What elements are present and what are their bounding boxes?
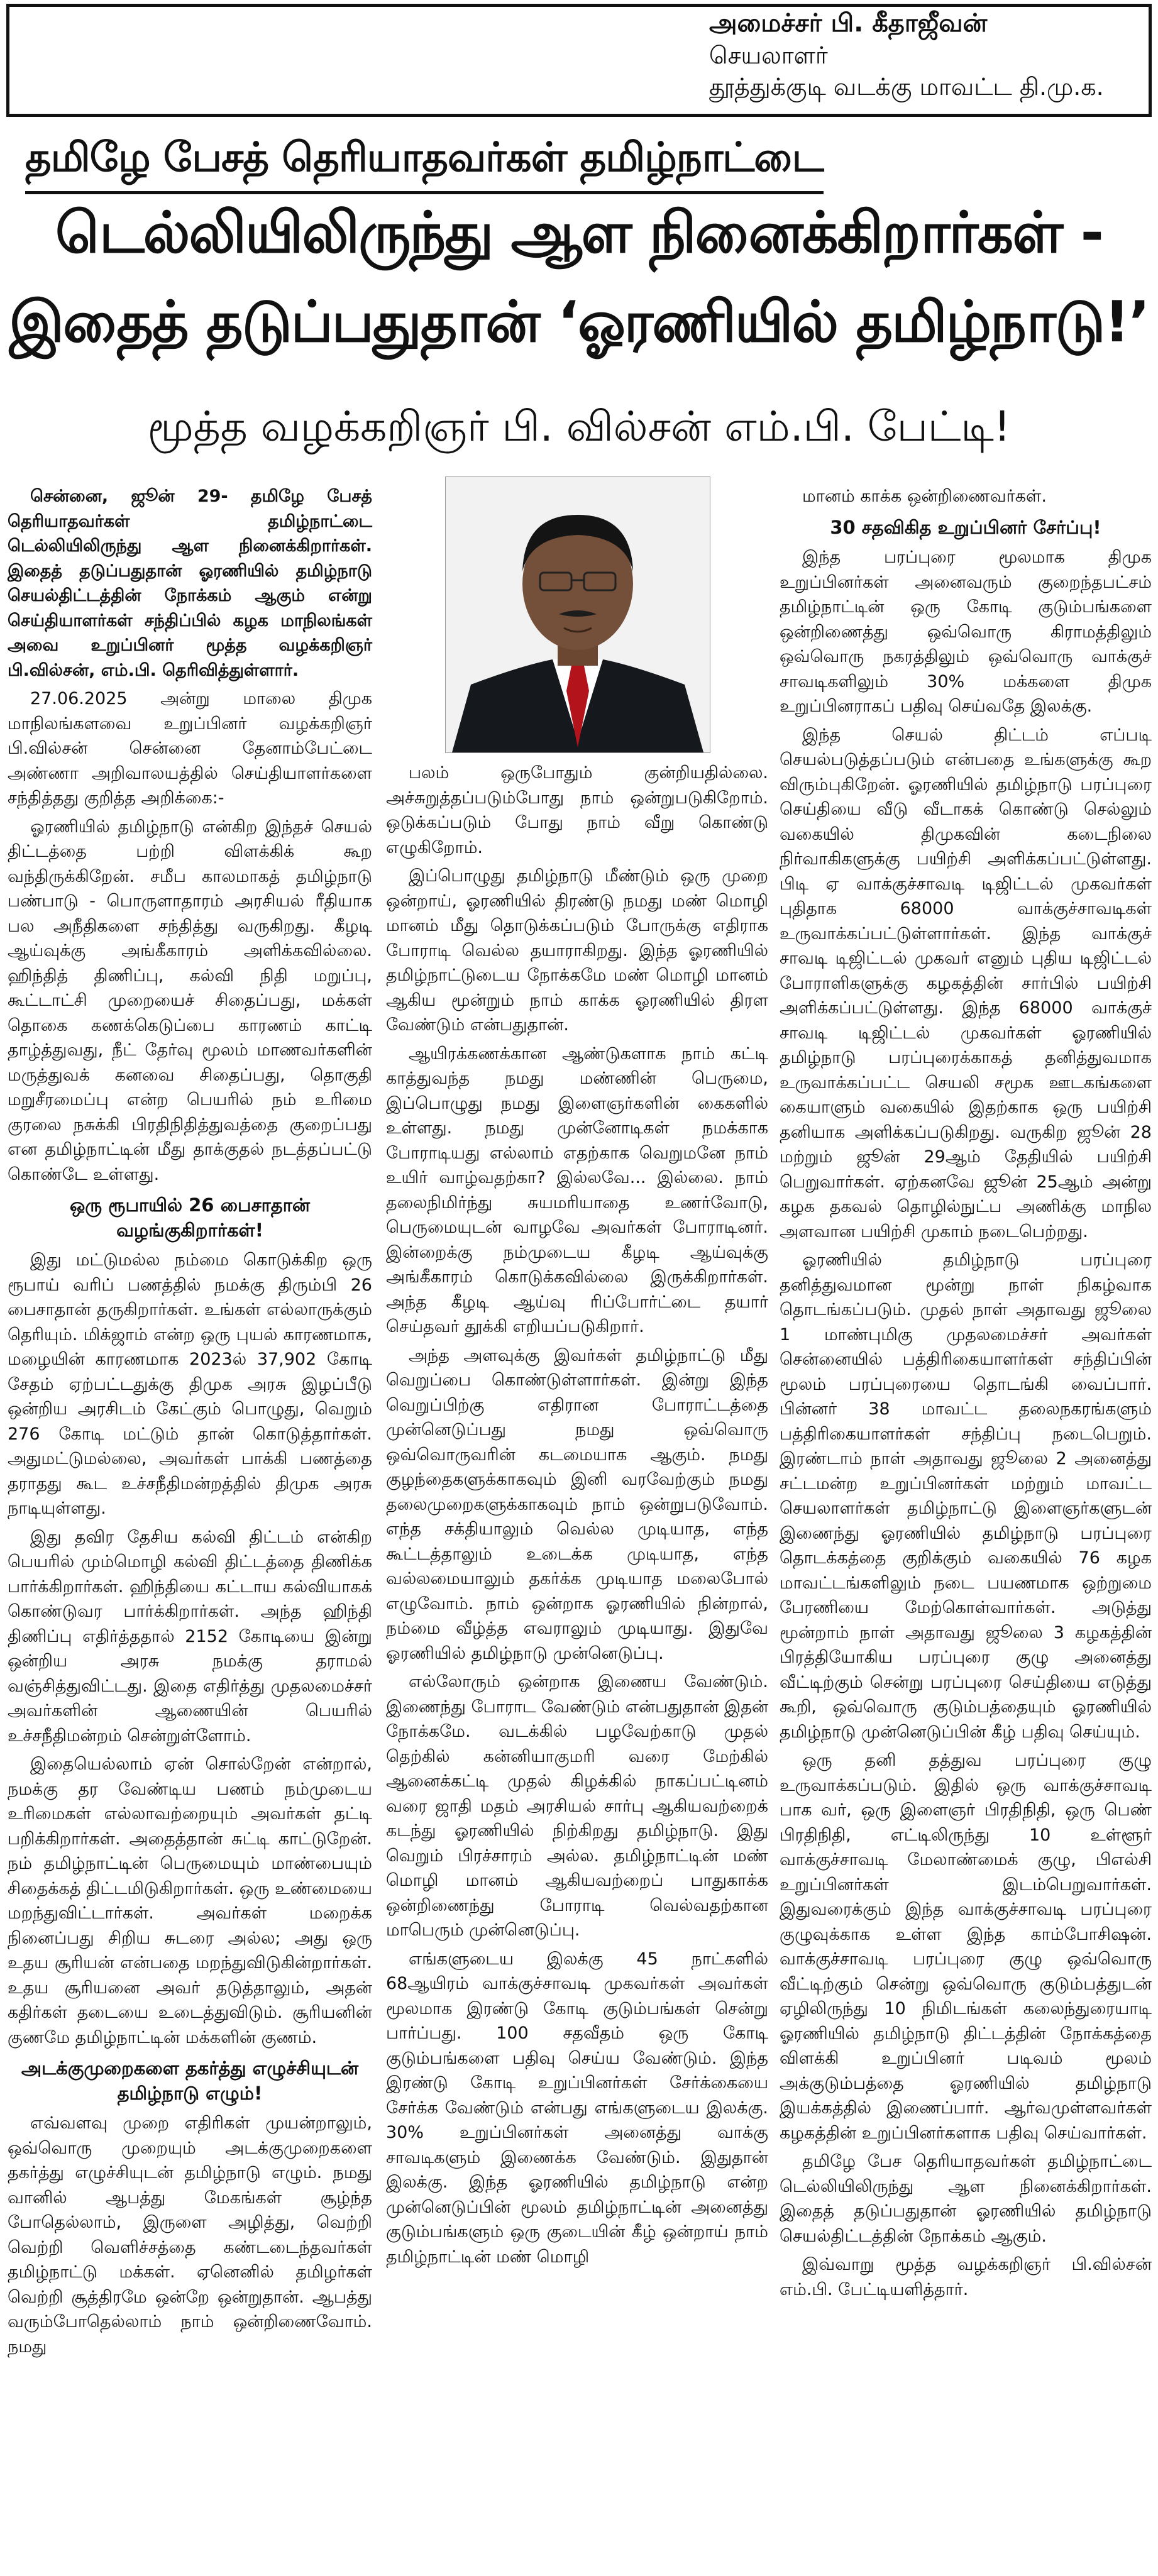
headline-kicker: தமிழே பேசத் தெரியாதவர்கள் தமிழ்நாட்டை	[25, 135, 824, 194]
subheading: அடக்குமுறைகளை தகர்த்து எழுச்சியுடன் தமிழ்நாடு எழும்!	[21, 2057, 359, 2104]
signature-district: தூத்துக்குடி வடக்கு மாவட்ட தி.மு.க.	[709, 73, 1104, 101]
paragraph: பலம் ஒருபோதும் குன்றியதில்லை. அச்சுறுத்தப்படும்போது நாம் ஒன்றுபடுகிறோம். ஒடுக்கப்படும் போது நாம் வீறு கொண்டு எழுகிறோம்.	[386, 763, 768, 857]
paragraph: ஓரணியில் தமிழ்நாடு என்கிற இந்தச் செயல் திட்டத்தை பற்றி விளக்கிக் கூற வந்திருக்கிறேன். சமீப காலமாகத் தமிழ்நாடு பண்பாடு - பொருளாதாரம் அரசியல் ரீதியாக பல அநீதிகளை சந்தித்து வருகிறது. கீழடி ஆய்வுக்கு அங்கீகாரம் அளிக்கவில்லை. ஹிந்தித் திணிப்பு, கல்வி நிதி மறுப்பு, கூட்டாட்சி முறையைச் சிதைப்பது, மக்கள் தொகை கணக்கெடுப்பை காரணம் காட்டி தாழ்த்துவது, நீட் தேர்வு மூலம் மாணவர்களின் மருத்துவக் கனவை சிதைப்பது, தொகுதி மறுசீரமைப்பு என்ற பெயரில் நம் உரிமை குரலை நசுக்கி பிரதிநிதித்துவத்தை குறைப்பது என தமிழ்நாட்டின் மீது தாக்குதல் நடத்தப்பட்டு கொண்டே உள்ளது.	[8, 817, 372, 1184]
paragraph: ஓரணியில் தமிழ்நாடு பரப்புரை தனித்துவமான மூன்று நாள் நிகழ்வாக தொடங்கப்படும். முதல் நாள் அதாவது ஜூலை 1 மாண்புமிகு முதலமைச்சர் அவர்கள் சென்னையில் பத்திரிகையாளர்கள் சந்திப்பின் மூலம் பரப்புரையை தொடங்கி வைப்பார். பின்னர் 38 மாவட்ட தலைநகரங்களும் பத்திரிகையாளர்கள் சந்திப்பு நடைபெறும். இரண்டாம் நாள் அதாவது ஜூலை 2 அனைத்து சட்டமன்ற உறுப்பினர்கள் மற்றும் மாவட்ட செயலாளர்கள் தமிழ்நாட்டு இளைஞர்களுடன் இணைந்து ஓரணியில் தமிழ்நாடு பரப்புரை தொடக்கத்தை குறிக்கும் வகையில் 76 கழக மாவட்டங்களிலும் நடை பயணமாக ஒற்றுமை பேரணியை மேற்கொள்வார்கள். அடுத்து மூன்றாம் நாள் அதாவது ஜூலை 3 கழகத்தின் பிரத்தியோகிய பரப்புரை குழு அனைத்து வீட்டிற்கும் சென்று பரப்புரை செய்தியை எடுத்து கூறி, ஒவ்வொரு குடும்பத்தையும் ஓரணியில் தமிழ்நாடு முன்னெடுப்பின் கீழ் பதிவு செய்யும்.	[780, 1250, 1152, 1742]
paragraph: இந்த பரப்புரை மூலமாக திமுக உறுப்பினர்கள் அனைவரும் குறைந்தபட்சம் தமிழ்நாட்டின் ஒரு கோடி குடும்பங்களை ஒன்றிணைத்து ஒவ்வொரு கிராமத்திலும் ஒவ்வொரு நகரத்திலும் ஒவ்வொரு வாக்குச் சாவடிகளிலும் 30% மக்களை திமுக உறுப்பினராகப் பதிவு செய்வதே இலக்கு.	[780, 548, 1152, 716]
paragraph: இது மட்டுமல்ல நம்மை கொடுக்கிற ஒரு ரூபாய் வரிப் பணத்தில் நமக்கு திரும்பி 26 பைசாதான் தருகிறார்கள். உங்கள் எல்லாருக்கும் தெரியும். மிக்ஜாம் என்ற ஒரு புயல் காரணமாக, மழையின் காரணமாக 2023ல் 37,902 கோடி சேதம் ஏற்பட்டதுக்கு திமுக அரசு இழப்பீடு ஒன்றிய அரசிடம் கேட்கும் பொழுது, வெறும் 276 கோடி மட்டும் தான் கொடுத்தார்கள். அதுமட்டுமல்லை, அவர்கள் பாக்கி பணத்தை தராதது கூட உச்சநீதிமன்றத்தில் திமுக அரசு நாடியுள்ளது.	[8, 1250, 372, 1518]
signature-role: செயலாளர்	[709, 41, 828, 69]
paragraph: இவ்வாறு மூத்த வழக்கறிஞர் பி.வில்சன் எம்.பி. பேட்டியளித்தார்.	[780, 2255, 1152, 2299]
headline-deck: மூத்த வழக்கறிஞர் பி. வில்சன் எம்.பி. பேட்டி!	[147, 402, 1011, 451]
paragraph: மானம் காக்க ஒன்றிணைவர்கள்.	[802, 487, 1047, 506]
paragraph: எல்லோரும் ஒன்றாக இணைய வேண்டும். இணைந்து போராட வேண்டும் என்பதுதான் இதன் நோக்கமே. வடக்கில் பழவேற்காடு முதல் தெற்கில் கன்னியாகுமரி வரை மேற்கில் ஆனைக்கட்டி முதல் கிழக்கில் நாகப்பட்டினம் வரை ஜாதி மதம் அரசியல் சார்பு ஆகியவற்றைக் கடந்து ஓரணியில் நிற்கிறது தமிழ்நாடு. இது வெறும் பிரச்சாரம் அல்ல. தமிழ்நாட்டின் மண் மொழி மானம் ஆகியவற்றைப் பாதுகாக்க ஒன்றிணைந்து போராடி வெல்வதற்கான மாபெரும் முன்னெடுப்பு.	[386, 1672, 769, 1940]
speaker-photo	[445, 476, 710, 753]
paragraph: எவ்வளவு முறை எதிரிகள் முயன்றாலும், ஒவ்வொரு முறையும் அடக்குமுறைகளை தகர்த்து எழுச்சியுடன் தமிழ்நாடு எழும். நமது வானில் ஆபத்து மேகங்கள் சூழ்ந்த போதெல்லாம், இருளை அழித்து, வெற்றி வெற்றி வெளிச்சத்தை கண்டடைந்தவர்கள் தமிழ்நாட்டு மக்கள். ஏனெனில் தமிழர்கள் வெற்றி சூத்திரமே ஒன்றே ஒன்றுதான். ஆபத்து வரும்போதெல்லாம் நாம் ஒன்றிணைவோம். நமது	[8, 2113, 372, 2357]
dateline-paragraph	[8, 484, 372, 683]
lead-text: தமிழே பேசத் தெரியாதவர்கள் தமிழ்நாட்டை டெல்லியிலிருந்து ஆள நினைக்கிறார்கள். இதைத் தடுப்பதுதான் ஓரணியில் தமிழ்நாடு செயல்திட்டத்தின் நோக்கம் ஆகும் என்று செய்தியாளர்கள் சந்திப்பில் கழக மாநிலங்கள் அவை உறுப்பினர் மூத்த வழக்கறிஞர் பி.வில்சன், எம்.பி. தெரிவித்துள்ளார்.	[8, 487, 372, 680]
subheading: ஒரு ரூபாயில் 26 பைசாதான் வழங்குகிறார்கள்!	[70, 1194, 310, 1241]
paragraph: ஒரு தனி தத்துவ பரப்புரை குழு உருவாக்கப்படும். இதில் ஒரு வாக்குச்சாவடி பாக வர், ஒரு இளைஞர் பிரதிநிதி, ஒரு பெண் பிரதிநிதி, எட்டிலிருந்து 10 உள்ளூர் வாக்குச்சாவடி மேலாண்மைக் குழு, பிஎல்சி உறுப்பினர்கள் இடம்பெறுவார்கள். இதுவரைக்கும் இந்த வாக்குச்சாவடி பரப்புரை குழுவுக்காக உள்ள இந்த காம்போசிஷன். வாக்குச்சாவடி பரப்புரை குழு ஒவ்வொரு வீட்டிற்கும் சென்று ஒவ்வொரு குடும்பத்துடன் ஏழிலிருந்து 10 நிமிடங்கள் கலைந்துரையாடி ஓரணியில் தமிழ்நாடு திட்டத்தின் நோக்கத்தை விளக்கி உறுப்பினர் படிவம் மூலம் அக்குடும்பத்தை ஓரணியில் தமிழ்நாடு இயக்கத்தில் இணைப்பார். ஆர்வமுள்ளவர்கள் கழகத்தின் உறுப்பினர்களாக பதிவு செய்வார்கள்.	[780, 1751, 1152, 2143]
dateline: சென்னை, ஜூன் 29-	[30, 487, 228, 506]
signature-name: அமைச்சர் பி. கீதாஜீவன்	[709, 9, 988, 38]
paragraph: இப்பொழுது தமிழ்நாடு மீண்டும் ஒரு முறை ஒன்றாய், ஓரணியில் திரண்டு நமது மண் மொழி மானம் மீது தொடுக்கப்படும் போருக்கு எதிராக போராடி வெல்ல தயாராகிறது. இந்த ஓரணியில் தமிழ்நாட்டுடைய நோக்கமே மண் மொழி மானம் ஆகிய மூன்றும் நாம் காக்க ஓரணியில் திரள வேண்டும் என்பதுதான்.	[386, 866, 768, 1035]
paragraph: அந்த அளவுக்கு இவர்கள் தமிழ்நாட்டு மீது வெறுப்பை கொண்டுள்ளார்கள். இன்று இந்த வெறுப்பிற்கு எதிரான போராட்டத்தை முன்னெடுப்பது நமது ஒவ்வொரு ஒவ்வொருவரின் கடமையாக ஆகும். நமது குழந்தைகளுக்காகவும் இனி வரவேற்கும் நமது தலைமுறைகளுக்காகவும் நாம் ஒன்றுபடுவோம். எந்த சக்தியாலும் வெல்ல முடியாத, எந்த கூட்டத்தாலும் உடைக்க முடியாத, எந்த வல்லமையாலும் தகர்க்க முடியாத மலைபோல் எழுவோம். நாம் ஒன்றாக ஓரணியில் நின்றால், நம்மை வீழ்த்த எவராலும் முடியாது. இதுவே ஓரணியில் தமிழ்நாடு முன்னெடுப்பு.	[386, 1345, 768, 1663]
speaker-portrait-illustration	[446, 477, 710, 752]
paragraph: தமிழே பேச தெரியாதவர்கள் தமிழ்நாட்டை டெல்லியிலிருந்து ஆள நினைக்கிறார்கள். இதைத் தடுப்பதுதான் ஓரணியில் தமிழ்நாடு செயல்திட்டத்தின் நோக்கம் ஆகும்.	[780, 2152, 1152, 2246]
article-column-3	[780, 484, 1152, 2306]
subheading: 30 சதவிகித உறுப்பினர் சேர்ப்பு!	[830, 516, 1101, 538]
paragraph: இந்த செயல் திட்டம் எப்படி செயல்படுத்தப்படும் என்பதை உங்களுக்கு கூற விரும்புகிறேன். ஓரணியில் தமிழ்நாடு பரப்புரை செய்தியை வீடு வீடாகக் கொண்டு செல்லும் வகையில் திமுகவின் கடைநிலை நிர்வாகிகளுக்கு பயிற்சி அளிக்கப்பட்டுள்ளது. பிடி ஏ வாக்குச்சாவடி டிஜிட்டல் முகவர்கள் புதிதாக 68000 வாக்குச்சாவடிகள் உருவாக்கப்பட்டுள்ளார்கள். இந்த வாக்குச் சாவடி டிஜிட்டல் முகவர் எனும் புதிய டிஜிட்டல் போராளிகளுக்கு கழகத்தின் சார்பில் பயிற்சி அளிக்கப்பட்டுள்ளது. இந்த 68000 வாக்குச் சாவடி டிஜிட்டல் முகவர்கள் ஓரணியில் தமிழ்நாடு பரப்புரைக்காகத் தனித்துவமாக உருவாக்கப்பட்ட செயலி சமூக ஊடகங்களை கையாளும் வகையில் இதற்காக ஒரு பயிற்சி தனியாக அளிக்கப்படுகிறது. வருகிற ஜூன் 28 மற்றும் ஜூன் 29ஆம் தேதியில் பயிற்சி பெறுவார்கள். ஏற்கனவே ஜூன் 25ஆம் அன்று கழக தகவல் தொழில்நுட்ப அணிக்கு மாநில அளவான பயிற்சி முகாம் நடைபெற்றது.	[780, 725, 1152, 1241]
paragraph: 27.06.2025 அன்று மாலை திமுக மாநிலங்களவை உறுப்பினர் வழக்கறிஞர் பி.வில்சன் சென்னை தேனாம்பேட்டை அண்ணா அறிவாலயத்தில் செய்தியாளர்களை சந்தித்தது குறித்த அறிக்கை:-	[8, 689, 372, 808]
headline-line-1: டெல்லியிலிருந்து ஆள நினைக்கிறார்கள் -	[55, 200, 1103, 266]
paragraph: எங்களுடைய இலக்கு 45 நாட்களில் 68ஆயிரம் வாக்குச்சாவடி முகவர்கள் அவர்கள் மூலமாக இரண்டு கோடி குடும்பங்கள் சென்று பார்ப்பது. 100 சதவீதம் ஒரு கோடி குடும்பங்களை பதிவு செய்ய வேண்டும். இந்த இரண்டு கோடி உறுப்பினர்கள் சேர்க்கையை சேர்க்க வேண்டும் என்பது எங்களுடைய இலக்கு. 30% உறுப்பினர்கள் அனைத்து வாக்கு சாவடிகளும் இணைக்க வேண்டும். இதுதான் இலக்கு. இந்த ஓரணியில் தமிழ்நாடு என்ற முன்னெடுப்பின் மூலம் தமிழ்நாட்டின் அனைத்து குடும்பங்களும் ஒரு குடையின் கீழ் ஒன்றாய் நாம் தமிழ்நாட்டின் மண் மொழி	[386, 1949, 768, 2267]
paragraph: இதையெல்லாம் ஏன் சொல்றேன் என்றால், நமக்கு தர வேண்டிய பணம் நம்முடைய உரிமைகள் எல்லாவற்றையும் அவர்கள் தட்டி பறிக்கிறார்கள். அதைத்தான் சுட்டி காட்டுறேன். நம் தமிழ்நாட்டின் பெருமையும் மாண்பையும் சிதைக்கத் திட்டமிடுகிறார்கள். ஒரு உண்மையை மறந்துவிட்டார்கள். அவர்கள் மறைக்க நினைப்பது சிறிய சுடரை அல்ல; அது ஒரு உதய சூரியன் என்பதை மறந்துவிடுகின்றார்கள். உதய சூரியனை அவர் தடுத்தாலும், அதன் கதிர்கள் தடையை உடைத்துவிடும். சூரியனின் குணமே தமிழ்நாட்டின் மக்களின் குணம்.	[8, 1754, 372, 2047]
article-column-1	[8, 484, 372, 2363]
paragraph: இது தவிர தேசிய கல்வி திட்டம் என்கிற பெயரில் மும்மொழி கல்வி திட்டத்தை திணிக்க பார்க்கிறார்கள். ஹிந்தியை கட்டாய கல்வியாகக் கொண்டுவர பார்க்கிறார்கள். அந்த ஹிந்தி திணிப்பு எதிர்த்ததால் 2152 கோடியை இன்று ஒன்றிய அரசு நமக்கு தராமல் வஞ்சித்துவிட்டது. இதை எதிர்த்து முதலமைச்சர் அவர்களின் ஆணையின் பெயரில் உச்சநீதிமன்றம் சென்றுள்ளோம்.	[8, 1527, 372, 1746]
paragraph: ஆயிரக்கணக்கான ஆண்டுகளாக நாம் கட்டி காத்துவந்த நமது மண்ணின் பெருமை, இப்பொழுது நமது இளைஞர்களின் கைகளில் உள்ளது. நமது முன்னோடிகள் நமக்காக போராடியது எல்லாம் எதற்காக வெறுமனே நாம் உயிர் வாழ்வதற்கா? இல்லவே... இல்லை. நாம் தலைநிமிர்ந்து சுயமரியாதை உணர்வோடு, பெருமையுடன் வாழவே அவர்கள் போராடினர். இன்றைக்கு நம்முடைய கீழடி ஆய்வுக்கு அங்கீகாரம் கொடுக்கவில்லை இருக்கிறார்கள். அந்த கீழடி ஆய்வு ரிப்போர்ட்டை தயார் செய்தவர் தூக்கி எறியப்படுகிறார்.	[386, 1043, 768, 1336]
article-column-2	[386, 761, 768, 2273]
headline-line-2: இதைத் தடுப்பதுதான் ‘ஓரணியில் தமிழ்நாடு!’	[9, 289, 1149, 355]
